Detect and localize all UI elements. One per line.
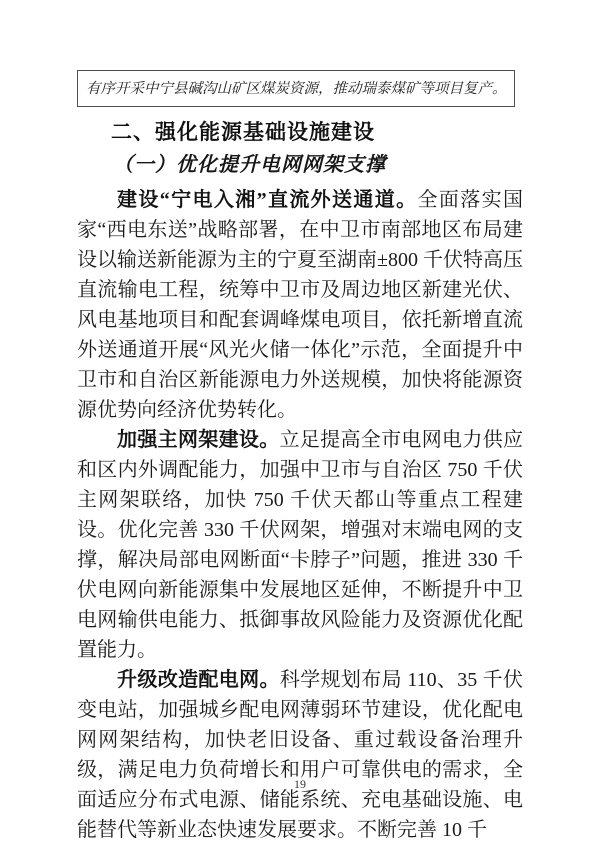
subsection-heading: （一）优化提升电网网架支撑: [113, 154, 386, 176]
note-box-text: 有序开采中宁县碱沟山矿区煤炭资源，推动瑞泰煤矿等项目复产。: [86, 81, 507, 97]
paragraph-body: 立足提高全市电网电力供应和区内外调配能力，加强中卫市与自治区 750 千伏主网架联络，加快 750 千伏天都山等重点工程建设。优化完善 330 千伏网架，增强对末端电网的支撑，解决局部电网断面“卡脖子”问题，推进 330 千伏电网向新能源集中发展地区延伸，不断提升中卫电网输供电能力、抵御事故风险能力及资源优化配置能力。: [77, 429, 524, 661]
paragraph: [77, 665, 523, 845]
paragraph: [77, 185, 523, 425]
note-box: [77, 70, 515, 107]
page-number: 19: [294, 777, 306, 791]
paragraph-lead: 建设“宁电入湘”直流外送通道。: [117, 189, 418, 211]
paragraph-lead: 升级改造配电网。: [117, 669, 280, 691]
paragraph-lead: 加强主网架建设。: [117, 429, 280, 451]
paragraph: [77, 425, 523, 665]
page-content: [77, 70, 523, 845]
paragraph-body: 科学规划布局 110、35 千伏变电站，加强城乡配电网薄弱环节建设，优化配电网网架结构，加快老旧设备、重过载设备治理升级，满足电力负荷增长和用户可靠供电的需求，全面适应分布式电源、储能系统、充电基础设施、电能替代等新业态快速发展要求。不断完善 10 千: [77, 669, 524, 841]
paragraph-body: 全面落实国家“西电东送”战略部署，在中卫市南部地区布局建设以输送新能源为主的宁夏至湖南±800 千伏特高压直流输电工程，统筹中卫市及周边地区新建光伏、风电基地项目和配套调峰煤电项目，依托新增直流外送通道开展“风光火储一体化”示范，全面提升中卫市和自治区新能源电力外送规模，加快将能源资源优势向经济优势转化。: [77, 189, 524, 421]
section-heading: 二、强化能源基础设施建设: [111, 121, 375, 144]
